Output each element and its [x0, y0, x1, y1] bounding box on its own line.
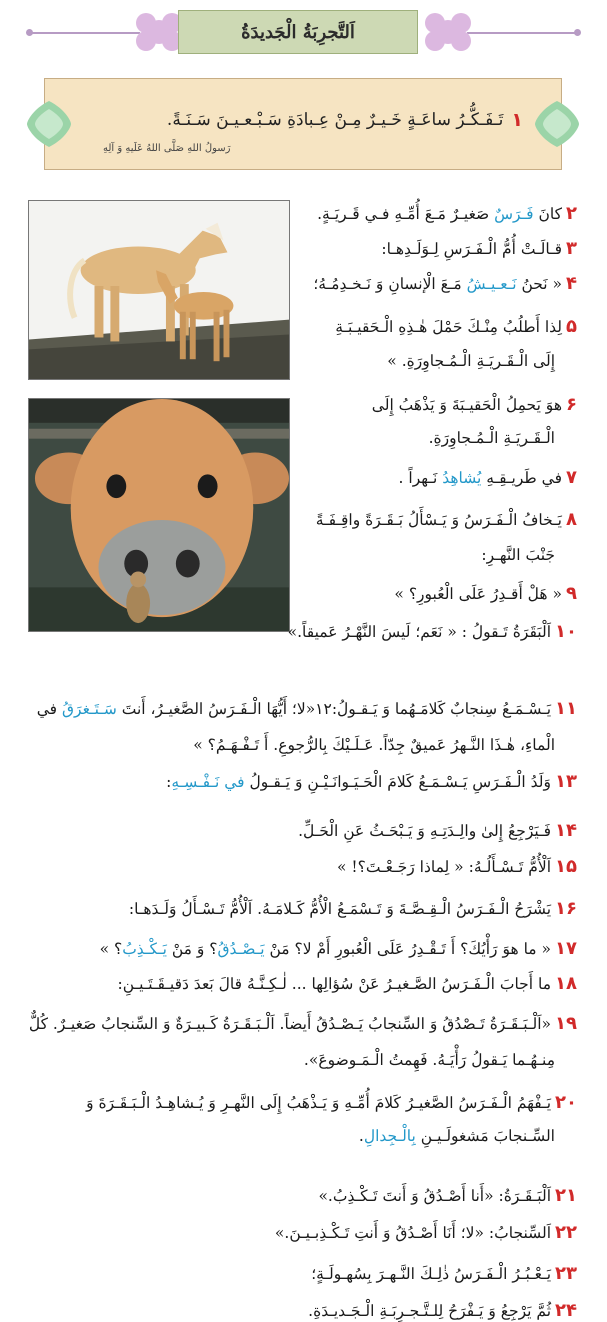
line-text: السِّـنجابَ مَشغولَـيـنِ [415, 1127, 555, 1145]
line-number: ۲۱ [555, 1185, 577, 1206]
line-text: قـالَـتْ أُمُّ الْـفَـرَسِ لِـوَلَـدِهـا: [381, 240, 562, 258]
story-line [481, 546, 555, 564]
line-text: اَلْأُمُّ تَـسْـأَلُـهُ: « لِماذا رَجَـعْـتَ؟! » [337, 858, 552, 876]
line-text: وَلَدُ الْـفَـرَسِ يَـسْـمَـعُ كَلامَ الْحَـيَـوانَـيْـنِ وَ يَـقـولُ [244, 773, 552, 791]
page-title-box [178, 10, 418, 54]
highlighted-word: يَـصْـدُقُ [217, 940, 265, 958]
line-number: ۳ [566, 238, 577, 259]
story-line [318, 1185, 577, 1206]
story-line [311, 1263, 577, 1284]
flower-ornament-icon [423, 10, 473, 54]
line-number: ۱ [511, 109, 523, 131]
story-line [394, 583, 577, 604]
line-text: صَغيـرٌ مَـعَ أُمِّـهِ فـي قَـريَـةٍ. [317, 205, 495, 223]
line-number: ۲۲ [555, 1222, 577, 1243]
story-line [308, 1300, 577, 1321]
line-text: جَنْبَ النَّهـرِ: [481, 546, 555, 564]
highlighted-word: سَـتَـغرَقُ [62, 700, 117, 718]
story-line [118, 973, 577, 994]
line-number: ۱۴ [555, 820, 577, 841]
story-line [86, 1092, 577, 1113]
line-text: الْـقَـريَـةِ الْـمُـجاوِرَةِ. [428, 429, 555, 447]
line-text: ثُمَّ يَرْجِعُ وَ يَـفْرَحُ لِلـتَّـجـرِبَـةِ الْـجَـديـدَةِ. [308, 1302, 552, 1320]
story-line [429, 429, 555, 447]
story-line [298, 820, 577, 841]
line-number: ۵ [566, 316, 577, 337]
story-line [129, 898, 577, 919]
hadith-line [93, 109, 523, 131]
line-text: «اَلْـبَـقَـرَةُ تَـصْدُقُ وَ السِّنجابُ يَـصْـدُقُ أَيضاً. اَلْـبَـقَـرَةُ كَـبيـرَةٌ وَ السِّنجابُ صَغيـرٌ. كُلٌّ [28, 1015, 552, 1033]
story-line [337, 856, 577, 877]
line-text: إِلَى الْـقَـريَـةِ الْـمُـجاوِرَةِ. » [387, 352, 555, 370]
line-number: ۶ [566, 394, 577, 415]
highlighted-word: نَـعـيـشُ [466, 275, 517, 293]
line-number: ۲۰ [555, 1092, 577, 1113]
story-line [100, 938, 577, 959]
line-number: ۱۶ [555, 898, 577, 919]
highlighted-word: بِالْـجِدالِ [363, 1127, 416, 1145]
line-text: نَـهراً . [398, 469, 443, 487]
line-number: ۸ [566, 509, 577, 530]
story-line [29, 1013, 577, 1034]
banner-rule-dot-right [574, 29, 581, 36]
line-text: هوَ يَحمِلُ الْحَقيـبَةَ وَ يَذْهَبُ إِلَى [371, 396, 562, 414]
page-title: اَلتَّجرِبَةُ الْجَدیدَةُ [241, 21, 355, 43]
story-line [304, 1051, 555, 1069]
highlighted-word: يُشاهِدُ [442, 469, 482, 487]
line-text: يَـخافُ الْـفَـرَسُ وَ يَـسْأَلُ بَـقَـرَةً واقِـفَـةً [315, 511, 562, 529]
line-text: مِنـهُـما يَـقولُ رَأْيَـهُ. فَهِمتُ الْـمَـوضوعَ». [303, 1051, 555, 1069]
line-number: ۴ [566, 273, 577, 294]
hadith-box [44, 78, 562, 170]
line-number: ۱۸ [555, 973, 577, 994]
story-line [381, 238, 577, 259]
line-text: يَـفْهَمُ الْـفَـرَسُ الصَّغيـرُ كَلامَ أُمِّـهِ وَ يَـذْهَبُ إِلَى النَّهـرِ وَ يُـشاهِـدُ الْـبَـقَـرَةَ وَ [86, 1094, 552, 1112]
story-line [316, 509, 577, 530]
line-text: . [358, 1127, 364, 1145]
banner-rule-right [467, 32, 577, 34]
line-text: : [166, 773, 172, 791]
horse-and-foal-image [28, 200, 290, 380]
line-text: يَشْرَحُ الْـفَـرَسُ الْـقِـصَّـةَ وَ تَـسْمَـعُ الْأُمُّ كَـلامَـهُ. اَلْأُمُّ تَـسْـأَلُ وَلَـدَهـا: [128, 900, 552, 918]
line-number: ۱۰ [555, 621, 577, 642]
story-line [317, 203, 577, 224]
story-line [399, 467, 577, 488]
line-text: اَلسِّنجابُ: «لا؛ أَنَا أَصْـدُقُ وَ أَنتِ تَـكْـذِبـيـنَ.» [274, 1224, 552, 1242]
line-number: ۱۷ [555, 938, 577, 959]
line-number: ۱۳ [555, 771, 577, 792]
line-text: اَلْبَـقَـرَةُ: «أَنا أَصْـدُقُ وَ أَنتَ تَـكْـذِبُ.» [318, 1187, 552, 1205]
leaf-ornament-icon [533, 99, 581, 149]
story-line [275, 1222, 577, 1243]
line-text: كانَ [533, 205, 562, 223]
line-text: فَـيَرْجِعُ إِلىٰ والِـدَتِـهِ وَ يَـبْحَـثُ عَنِ الْحَـلِّ. [298, 822, 552, 840]
story-line [37, 698, 577, 719]
flower-ornament-icon [134, 10, 184, 54]
line-text: « هَلْ أَقـدِرُ عَلَى الْعُبورِ؟ » [394, 585, 562, 603]
banner-rule-dot-left [26, 29, 33, 36]
line-text: مَـعَ الْإنسانِ وَ نَـخـدِمُـهُ؛ [313, 275, 467, 293]
story-line [166, 771, 577, 792]
line-text: في [36, 700, 62, 718]
story-line [288, 621, 577, 642]
story-line [372, 394, 577, 415]
line-number: ۲۳ [555, 1263, 577, 1284]
cow-and-squirrel-image [28, 398, 290, 632]
line-text: الْماءِ، هٰـذَا النَّـهرُ عَميقٌ جِدّاً. عَـلَـيْكَ بِالرُّجوعِ. أَ تَـفْـهَـمُ؟ » [193, 736, 555, 754]
highlighted-word: يَـكْـذِبُ [122, 940, 167, 958]
leaf-ornament-icon [25, 99, 73, 149]
line-number: ۲ [566, 203, 577, 224]
line-text: ؟ وَ مَنْ [166, 940, 218, 958]
line-text: ؟ » [99, 940, 123, 958]
line-text: يَـسْـمَـعُ سِنجابٌ كَلامَـهُما وَ يَـقـولُ:۱۲«لا؛ أَيُّهَا الْـفَـرَسُ الصَّغيـرُ، أَنتَ [116, 700, 552, 718]
title-banner [0, 8, 607, 58]
story-line [335, 316, 577, 337]
hadith-source: رَسولُ اللهِ صَلَّی اللهُ عَلَیهِ وَ آلِهِ [103, 143, 231, 154]
line-text: اَلْبَقَرَةُ تَـقولُ : « نَعَم؛ لَيسَ النَّهْـرُ عَميقاً.» [287, 623, 552, 641]
line-number: ۹ [566, 583, 577, 604]
line-text: « ما هوَ رَأْيُكَ؟ أَ تَـقْـدِرُ عَلَى الْعُبورِ أَمْ لا؟ مَنْ [264, 940, 552, 958]
line-number: ۱۱ [555, 698, 577, 719]
line-text: « نَحنُ [516, 275, 562, 293]
line-number: ۲۴ [555, 1300, 577, 1321]
highlighted-word: في نَـفْـسِـهِ [171, 773, 245, 791]
line-text: لِذا أَطلُبُ مِنْـكَ حَمْلَ هٰـذِهِ الْـحَقيـبَـةِ [335, 318, 562, 336]
story-line [359, 1127, 555, 1145]
story-line [313, 273, 577, 294]
line-number: ۷ [566, 467, 577, 488]
banner-rule-left [30, 32, 140, 34]
line-text: ما أَجابَ الْـفَـرَسُ الصَّـغيـرُ عَنْ سُؤالِها ... لٰـكِـنَّـهُ قالَ بَعدَ دَقيـقَـتَـيـنِ: [117, 975, 552, 993]
line-text: يَـعْـبُـرُ الْـفَـرَسُ ذٰلِـكَ النَّـهـرَ بِسُهـولَـةٍ؛ [311, 1265, 552, 1283]
hadith-text: تَـفَـكُّـرُ ساعَـةٍ خَـيـرٌ مِـنْ عِـبادَةِ سَـبْـعـيـنَ سَـنَـةً. [166, 110, 504, 130]
story-line [387, 352, 555, 370]
highlighted-word: فَـرَسٌ [494, 205, 534, 223]
line-text: في طَريـقِـهِ [481, 469, 562, 487]
story-line [193, 736, 555, 754]
line-number: ۱۵ [555, 856, 577, 877]
line-number: ۱۹ [555, 1013, 577, 1034]
